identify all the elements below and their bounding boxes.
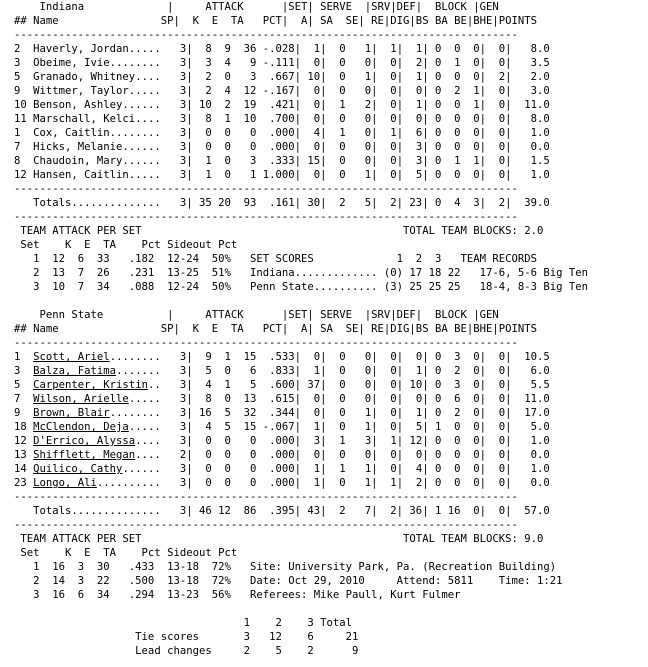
player-number: 7 xyxy=(14,141,34,153)
player-name: Wittmer, Taylor..... xyxy=(33,85,161,97)
player-stats: 3| 9 1 15 .533| 0| 0 0| 0| 0| 0 3 0| 0| 10.5 xyxy=(160,351,550,363)
player-number: 18 xyxy=(14,421,34,433)
table-row xyxy=(14,56,550,70)
player-name-link[interactable]: Carpenter, Kristin xyxy=(33,379,148,391)
player-name-leader: ........ xyxy=(109,407,161,419)
player-number: 13 xyxy=(14,449,34,461)
indiana-totals-row: Totals.............. 3| 35 20 93 .161| 30| 2 5| 2| 23| 0 4 3| 2| 39.0 xyxy=(14,197,550,209)
player-number: 9 xyxy=(14,85,34,97)
player-stats: 3| 10 2 19 .421| 0| 1 2| 0| 1| 0 0 1| 0| 11.0 xyxy=(160,99,550,111)
player-name-leader: ..... xyxy=(128,421,161,433)
player-name: Marschall, Kelci.... xyxy=(33,113,161,125)
player-stats: 3| 4 5 15 -.067| 1| 0 1| 0| 5| 1 0 0| 0| 5.0 xyxy=(160,421,550,433)
table-row xyxy=(14,434,550,448)
player-number: 8 xyxy=(14,155,34,167)
table-row xyxy=(14,378,550,392)
player-stats: 3| 0 0 0 .000| 1| 0 1| 1| 2| 0 0 0| 0| 0.0 xyxy=(160,477,550,489)
table-row xyxy=(14,42,550,56)
indiana-title-line: Indiana | ATTACK |SET| SERVE |SRV|DEF| BLOCK |GEN xyxy=(14,1,499,13)
player-stats: 2| 0 0 0 .000| 0| 0 0| 0| 0| 0 0 0| 0| 0.0 xyxy=(160,449,550,461)
player-name-link[interactable]: Wilson, Arielle xyxy=(33,393,129,405)
pennstate-set-row-2: 2 14 3 22 .500 13-18 72% Date: Oct 29, 2010 Attend: 5811 Time: 1:21 xyxy=(14,575,563,587)
table-row xyxy=(14,476,550,490)
player-stats: 3| 2 4 12 -.167| 0| 0 0| 0| 0| 0 2 1| 0| 3.0 xyxy=(160,85,550,97)
player-number: 3 xyxy=(14,365,34,377)
player-name-leader: .. xyxy=(147,379,161,391)
table-row xyxy=(14,364,550,378)
player-number: 7 xyxy=(14,393,34,405)
player-name-leader: .......... xyxy=(96,477,161,489)
player-name-link[interactable]: McClendon, Deja xyxy=(33,421,129,433)
player-stats: 3| 0 0 0 .000| 4| 1 0| 1| 6| 0 0 0| 0| 1.0 xyxy=(160,127,550,139)
player-number: 2 xyxy=(14,43,34,55)
player-name: Hicks, Melanie...... xyxy=(33,141,161,153)
player-number: 10 xyxy=(14,99,34,111)
player-name: Granado, Whitney.... xyxy=(33,71,161,83)
lead-changes-row: Lead changes 2 5 2 9 xyxy=(14,645,359,657)
table-row xyxy=(14,420,550,434)
table-row xyxy=(14,168,550,182)
player-name-link[interactable]: Shifflett, Megan xyxy=(33,449,136,461)
player-name: Hansen, Caitlin..... xyxy=(33,169,161,181)
table-row xyxy=(14,70,550,84)
player-stats: 3| 16 5 32 .344| 0| 0 1| 0| 1| 0 2 0| 0| 17.0 xyxy=(160,407,550,419)
table-row xyxy=(14,98,550,112)
player-name-link[interactable]: D'Errico, Alyssa xyxy=(33,435,136,447)
table-row xyxy=(14,140,550,154)
player-number: 3 xyxy=(14,57,34,69)
player-name-leader: ....... xyxy=(116,365,161,377)
player-stats: 3| 1 0 3 .333| 15| 0 0| 0| 3| 0 1 1| 0| 1.5 xyxy=(160,155,550,167)
player-stats: 3| 1 0 1 1.000| 0| 0 1| 0| 5| 0 0 0| 0| 1.0 xyxy=(160,169,550,181)
pennstate-column-header: ## Name SP| K E TA PCT| A| SA SE| RE|DIG|BS BA BE|BHE|POINTS xyxy=(14,323,537,335)
indiana-rule-top: ------------------------------------------------------------------------------- xyxy=(14,29,518,41)
player-name: Obeime, Ivie........ xyxy=(33,57,161,69)
player-number: 1 xyxy=(14,127,34,139)
player-stats: 3| 4 1 5 .600| 37| 0 0| 0| 10| 0 3 0| 0| 5.5 xyxy=(160,379,550,391)
player-name-link[interactable]: Scott, Ariel xyxy=(33,351,110,363)
table-row xyxy=(14,448,550,462)
player-stats: 3| 8 9 36 -.028| 1| 0 1| 1| 1| 0 0 0| 0| 8.0 xyxy=(160,43,550,55)
pennstate-rule-mid: ------------------------------------------------------------------------------- xyxy=(14,491,518,503)
player-number: 9 xyxy=(14,407,34,419)
player-stats: 3| 5 0 6 .833| 1| 0 0| 0| 1| 0 2 0| 0| 6.0 xyxy=(160,365,550,377)
player-name-leader: .... xyxy=(135,449,161,461)
player-stats: 3| 2 0 3 .667| 10| 0 1| 0| 1| 0 0 0| 2| 2.0 xyxy=(160,71,550,83)
player-name-leader: .... xyxy=(135,435,161,447)
player-stats: 3| 8 1 10 .700| 0| 0 0| 0| 0| 0 0 0| 0| 8.0 xyxy=(160,113,550,125)
player-stats: 3| 0 0 0 .000| 0| 0 0| 0| 3| 0 0 0| 0| 0.0 xyxy=(160,141,550,153)
player-name: Cox, Caitlin........ xyxy=(33,127,161,139)
pennstate-team-attack-heading: TEAM ATTACK PER SET TOTAL TEAM BLOCKS: 9.0 xyxy=(14,533,544,545)
player-name: Haverly, Jordan..... xyxy=(33,43,161,55)
indiana-set-row-3: 3 10 7 34 .088 12-24 50% Penn State.......... (3) 25 25 25 18-4, 8-3 Big Ten xyxy=(14,281,589,293)
summary-header: 1 2 3 Total xyxy=(14,617,353,629)
player-name-link[interactable]: Balza, Fatima xyxy=(33,365,117,377)
player-stats: 3| 3 4 9 -.111| 0| 0 0| 0| 2| 0 1 0| 0| 3.5 xyxy=(160,57,550,69)
player-number: 12 xyxy=(14,169,34,181)
player-number: 5 xyxy=(14,71,34,83)
table-row xyxy=(14,462,550,476)
table-row xyxy=(14,112,550,126)
pennstate-title-line: Penn State | ATTACK |SET| SERVE |SRV|DEF| BLOCK |GEN xyxy=(14,309,499,321)
indiana-set-row-1: 1 12 6 33 .182 12-24 50% SET SCORES 1 2 3 TEAM RECORDS xyxy=(14,253,537,265)
pennstate-set-header: Set K E TA Pct Sideout Pct xyxy=(14,547,238,559)
pennstate-set-row-1: 1 16 3 30 .433 13-18 72% Site: University Park, Pa. (Recreation Building) xyxy=(14,561,557,573)
indiana-team-attack-heading: TEAM ATTACK PER SET TOTAL TEAM BLOCKS: 2.0 xyxy=(14,225,544,237)
player-name: Benson, Ashley...... xyxy=(33,99,161,111)
table-row xyxy=(14,406,550,420)
player-name-leader: ...... xyxy=(122,463,161,475)
player-number: 12 xyxy=(14,435,34,447)
table-row xyxy=(14,154,550,168)
player-name-link[interactable]: Quilico, Cathy xyxy=(33,463,123,475)
player-number: 23 xyxy=(14,477,34,489)
player-stats: 3| 8 0 13 .615| 0| 0 0| 0| 0| 0 6 0| 0| 11.0 xyxy=(160,393,550,405)
player-number: 14 xyxy=(14,463,34,475)
player-name-leader: ..... xyxy=(128,393,161,405)
indiana-rule-bottom: ------------------------------------------------------------------------------- xyxy=(14,211,518,223)
pennstate-totals-row: Totals.............. 3| 46 12 86 .395| 43| 2 7| 2| 36| 1 16 0| 0| 57.0 xyxy=(14,505,550,517)
table-row xyxy=(14,126,550,140)
player-number: 11 xyxy=(14,113,34,125)
pennstate-rule-bottom: ------------------------------------------------------------------------------- xyxy=(14,519,518,531)
tie-scores-row: Tie scores 3 12 6 21 xyxy=(14,631,359,643)
player-name-link[interactable]: Brown, Blair xyxy=(33,407,110,419)
player-name-link[interactable]: Longo, Ali xyxy=(33,477,97,489)
player-stats: 3| 0 0 0 .000| 1| 1 1| 0| 4| 0 0 0| 0| 1.0 xyxy=(160,463,550,475)
player-stats: 3| 0 0 0 .000| 3| 1 3| 1| 12| 0 0 0| 0| 1.0 xyxy=(160,435,550,447)
pennstate-rule-top: ------------------------------------------------------------------------------- xyxy=(14,337,518,349)
player-name: Chaudoin, Mary...... xyxy=(33,155,161,167)
table-row xyxy=(14,392,550,406)
indiana-set-row-2: 2 13 7 26 .231 13-25 51% Indiana............. (0) 17 18 22 17-6, 5-6 Big Ten xyxy=(14,267,589,279)
pennstate-set-row-3: 3 16 6 34 .294 13-23 56% Referees: Mike Paull, Kurt Fulmer xyxy=(14,589,461,601)
table-row xyxy=(14,350,550,364)
player-number: 1 xyxy=(14,351,34,363)
indiana-rule-mid: ------------------------------------------------------------------------------- xyxy=(14,183,518,195)
indiana-column-header: ## Name SP| K E TA PCT| A| SA SE| RE|DIG|BS BA BE|BHE|POINTS xyxy=(14,15,537,27)
table-row xyxy=(14,84,550,98)
indiana-set-header: Set K E TA Pct Sideout Pct xyxy=(14,239,238,251)
player-number: 5 xyxy=(14,379,34,391)
player-name-leader: ........ xyxy=(109,351,161,363)
